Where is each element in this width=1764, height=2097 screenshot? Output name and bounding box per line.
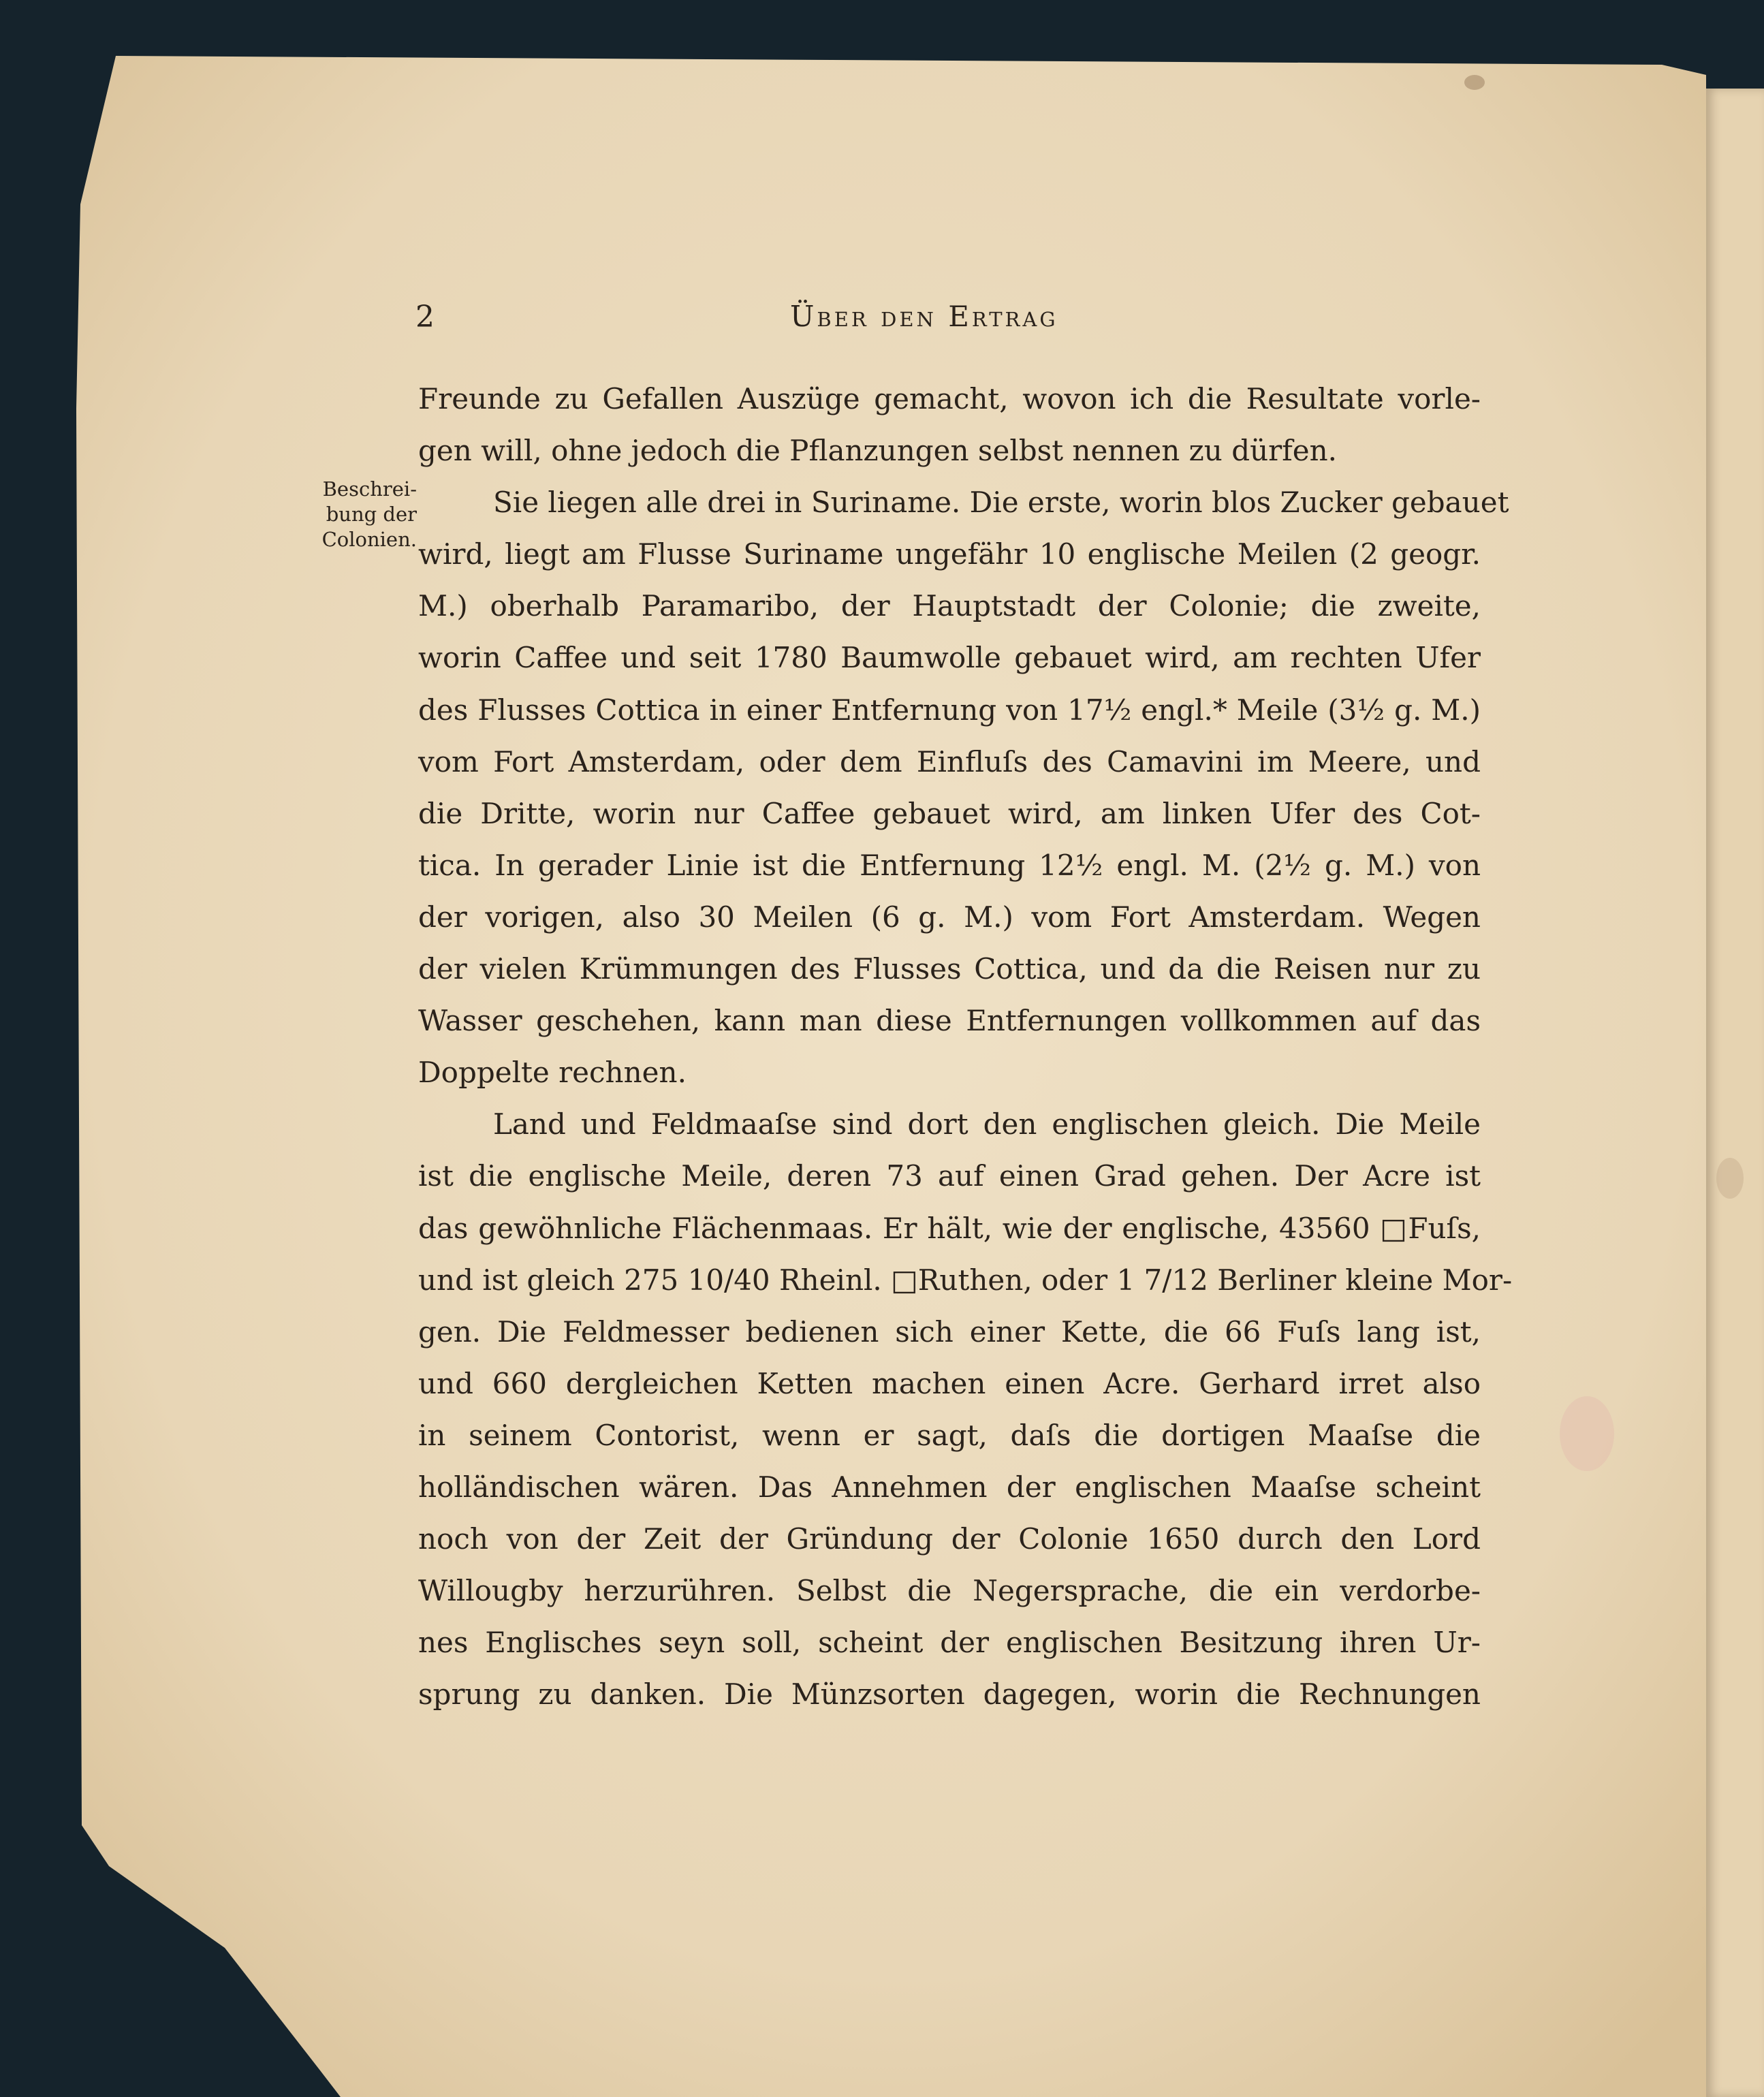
text-line: gen will, ohne jedoch die Pflanzungen selbst nennen zu dürfen. <box>418 434 1338 468</box>
running-header <box>415 300 1485 341</box>
text-line: vom Fort Amsterdam, oder dem Einfluſs des Camavini im Meere, und <box>418 744 1481 778</box>
text-line: der vorigen, also 30 Meilen (6 g. M.) vom Fort Amsterdam. Wegen <box>418 900 1481 934</box>
text-line: ist die englische Meile, deren 73 auf einen Grad gehen. Der Acre ist <box>418 1159 1481 1193</box>
text-line: das gewöhnliche Flächenmaas. Er hält, wie der englische, 43560 □Fuſs, <box>418 1211 1481 1245</box>
text-line: worin Caffee und seit 1780 Baumwolle gebauet wird, am rechten Ufer <box>418 641 1481 675</box>
stain-spot <box>1560 1396 1614 1471</box>
text-line: und 660 dergleichen Ketten machen einen Acre. Gerhard irret also <box>418 1366 1481 1400</box>
text-line: M.) oberhalb Paramaribo, der Hauptstadt der Colonie; die zweite, <box>418 589 1481 623</box>
text-line: tica. In gerader Linie ist die Entfernung 12½ engl. M. (2½ g. M.) von <box>418 848 1481 882</box>
margin-note-line: Colonien. <box>321 528 417 551</box>
body-text <box>418 373 1513 1720</box>
margin-note <box>294 477 417 552</box>
text-line: der vielen Krümmungen des Flusses Cottica, und da die Reisen nur zu <box>418 952 1481 986</box>
text-line: wird, liegt am Flusse Suriname ungefähr 10 englische Meilen (2 geogr. <box>418 537 1481 571</box>
page-number: 2 <box>415 300 435 334</box>
text-line: des Flusses Cottica in einer Entfernung von 17½ engl.* Meile (3½ g. M.) <box>418 693 1481 727</box>
text-line: sprung zu danken. Die Münzsorten dagegen, worin die Rechnungen <box>418 1677 1481 1712</box>
text-line: holländischen wären. Das Annehmen der englischen Maaſse scheint <box>418 1470 1481 1504</box>
text-line: Land und Feldmaaſse sind dort den englischen gleich. Die Meile <box>493 1107 1481 1141</box>
text-line: und ist gleich 275 10/40 Rheinl. □Ruthen, oder 1 7/12 Berliner kleine Mor- <box>418 1263 1513 1297</box>
text-line: gen. Die Feldmesser bedienen sich einer Kette, die 66 Fuſs lang ist, <box>418 1314 1481 1349</box>
text-line: Willougby herzurühren. Selbst die Negersprache, die ein verdorbe- <box>418 1574 1481 1608</box>
margin-note-line: bung der <box>326 503 417 526</box>
foxing-spot <box>1716 1158 1744 1199</box>
text-line: Wasser geschehen, kann man diese Entfernungen vollkommen auf das <box>418 1004 1481 1038</box>
text-line: in seinem Contorist, wenn er sagt, daſs die dortigen Maaſse die <box>418 1418 1481 1452</box>
text-line: Doppelte rechnen. <box>418 1056 687 1090</box>
text-line: Sie liegen alle drei in Suriname. Die erste, worin blos Zucker gebauet <box>493 486 1509 520</box>
margin-note-line: Beschrei- <box>322 477 417 501</box>
text-line: Freunde zu Gefallen Auszüge gemacht, wovon ich die Resultate vorle- <box>418 382 1481 415</box>
text-line: noch von der Zeit der Gründung der Colonie 1650 durch den Lord <box>418 1522 1481 1556</box>
text-line: nes Englisches seyn soll, scheint der englischen Besitzung ihren Ur- <box>418 1626 1481 1660</box>
header-title: Über den Ertrag <box>790 300 1058 333</box>
foxing-spot <box>1464 75 1485 90</box>
text-line: die Dritte, worin nur Caffee gebauet wird, am linken Ufer des Cot- <box>418 796 1481 830</box>
